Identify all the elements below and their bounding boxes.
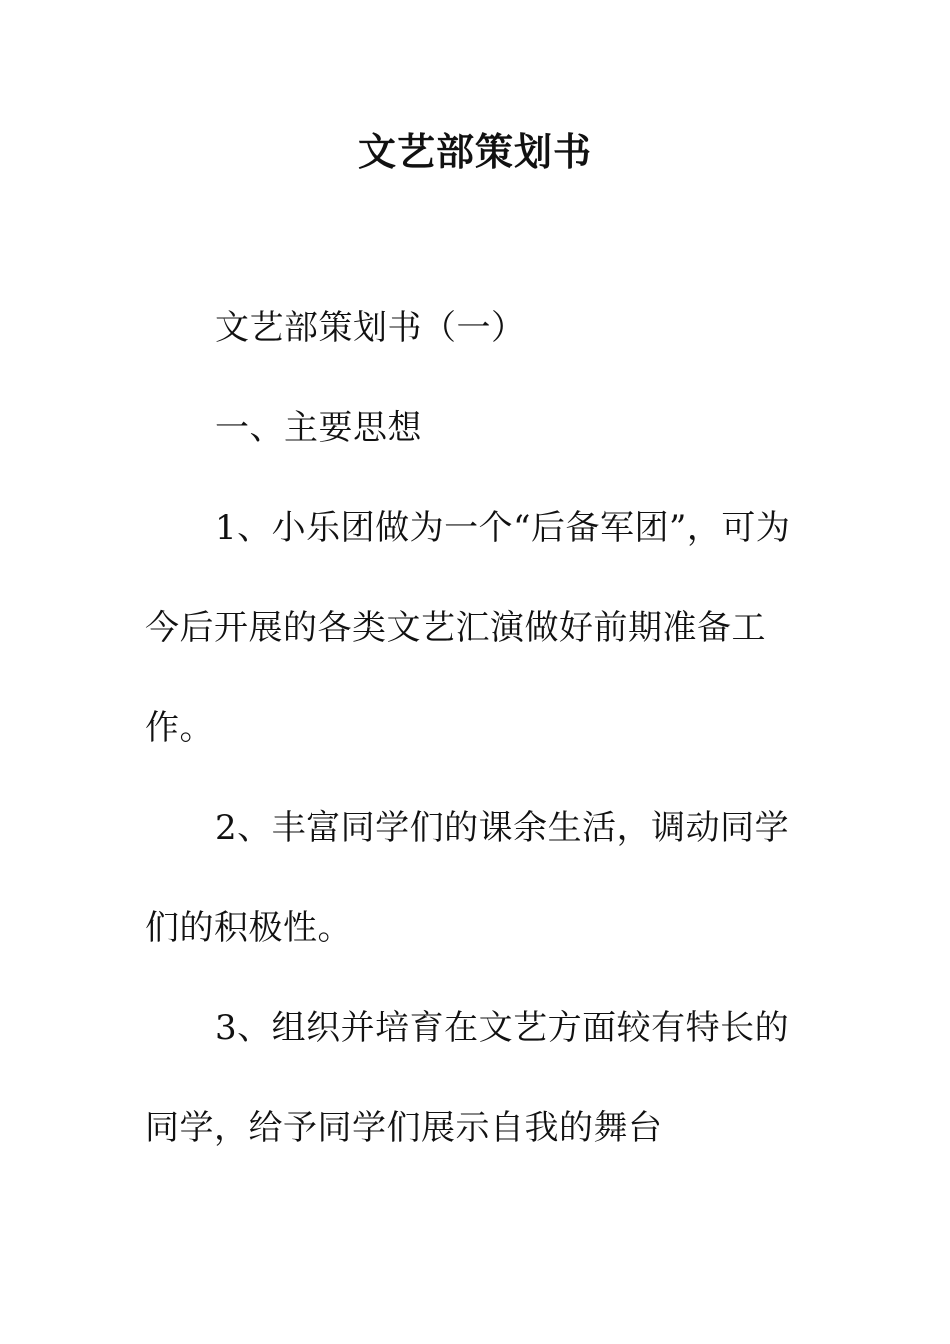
document-body: [145, 278, 805, 1178]
section-heading: 文艺部策划书（一）: [215, 308, 526, 348]
paragraph: 1、小乐团做为一个“后备军团”，可为今后开展的各类文艺汇演做好前期准备工作。: [145, 508, 791, 748]
paragraph: 2、丰富同学们的课余生活，调动同学们的积极性。: [145, 808, 790, 948]
document-title: 文艺部策划书: [357, 129, 592, 174]
subsection-heading: 一、主要思想: [215, 408, 422, 448]
paragraph: 3、组织并培育在文艺方面较有特长的同学，给予同学们展示自我的舞台: [145, 1008, 790, 1148]
